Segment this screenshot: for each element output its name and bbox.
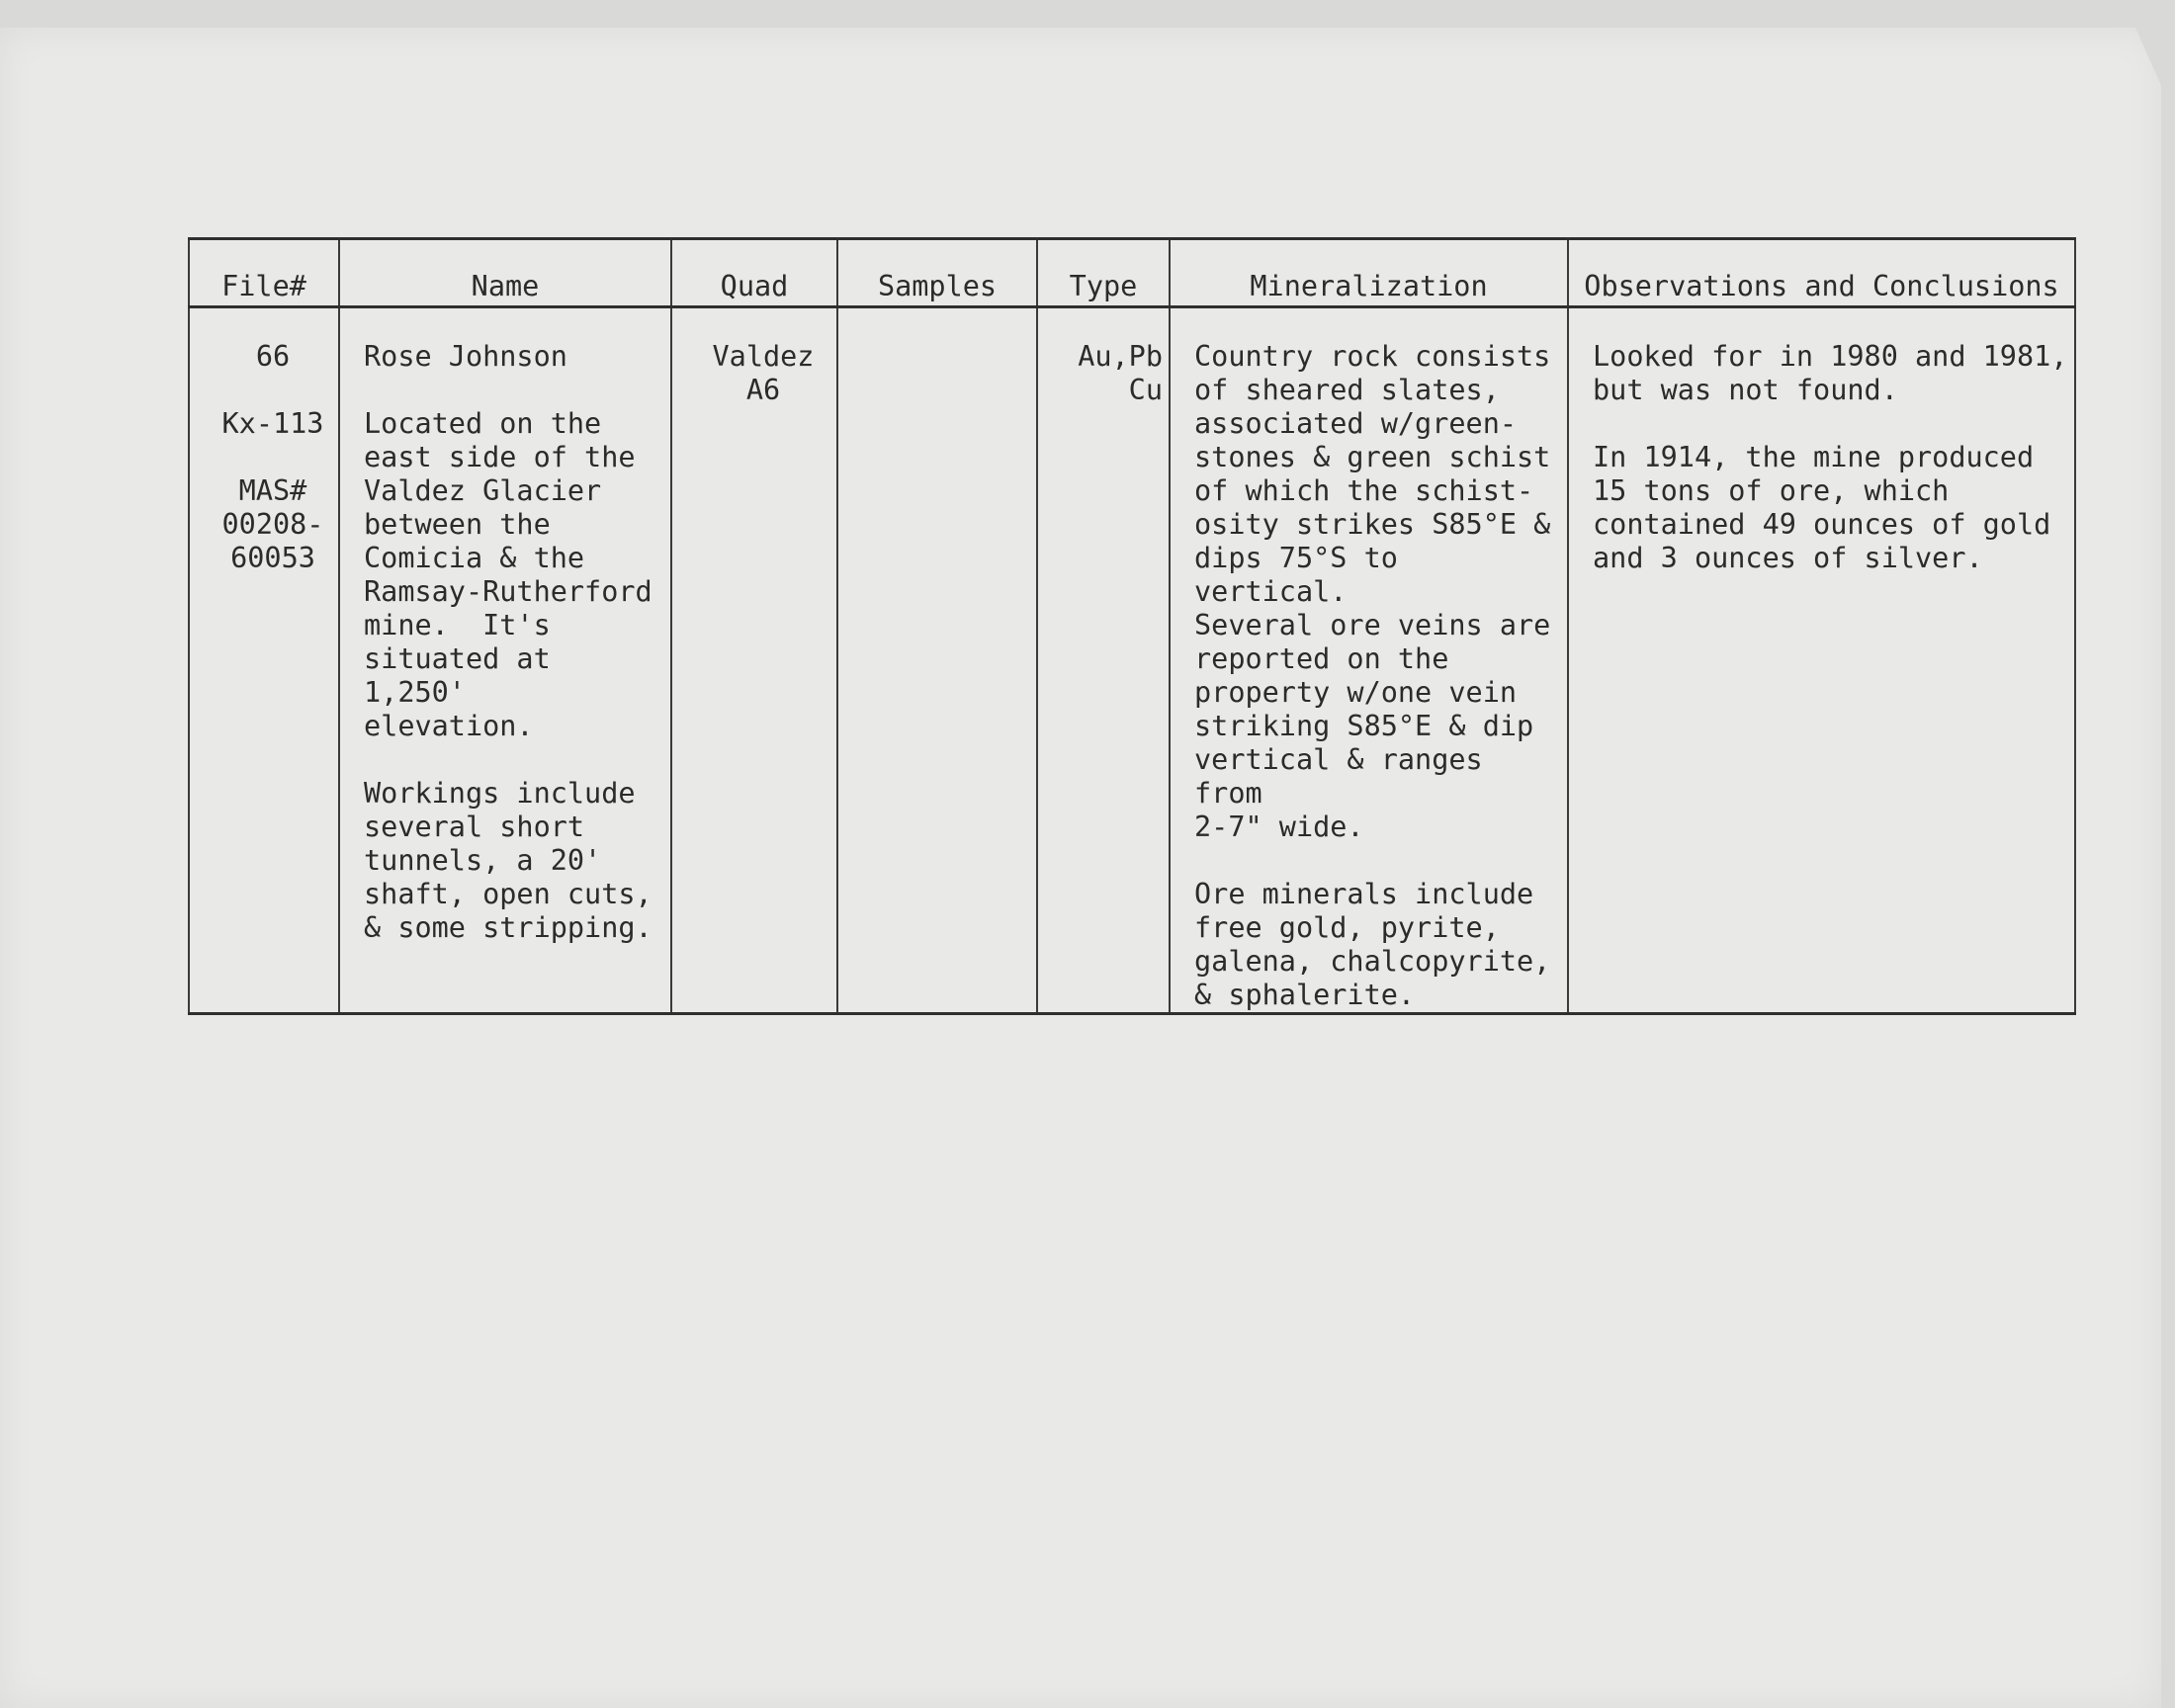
header-file: File# (189, 239, 339, 307)
table-header-row (189, 239, 2075, 307)
header-samples: Samples (837, 239, 1037, 307)
cell-samples (837, 307, 1037, 1014)
cell-quad: Valdez A6 (671, 307, 837, 1014)
cell-name: Rose Johnson Located on the east side of the Valdez Glacier between the Comicia & the Ramsay-Rutherford mine. It's situated at 1,250' elevation. Workings include several short tunnels, a 20' shaft, open cuts, & some stripping. (339, 307, 671, 1014)
mine-survey-table (188, 237, 2076, 1015)
folded-page-corner (2135, 28, 2175, 117)
cell-mineralization: Country rock consists of sheared slates, associated w/green- stones & green schist of which the schist- osity strikes S85°E & dips 75°S to vertical. Several ore veins are reported on the property w/one vein striking S85°E & dip vertical & ranges from 2-7" wide. Ore minerals include free gold, pyrite, galena, chalcopyrite, & sphalerite. (1170, 307, 1568, 1014)
header-observations: Observations and Conclusions (1568, 239, 2075, 307)
header-quad: Quad (671, 239, 837, 307)
cell-file: 66 Kx-113 MAS# 00208- 60053 (189, 307, 339, 1014)
header-mineralization: Mineralization (1170, 239, 1568, 307)
header-name: Name (339, 239, 671, 307)
cell-observations: Looked for in 1980 and 1981, but was not found. In 1914, the mine produced 15 tons of ore, which contained 49 ounces of gold and 3 ounces of silver. (1568, 307, 2075, 1014)
header-type: Type (1037, 239, 1170, 307)
cell-type: Au,Pb Cu (1037, 307, 1170, 1014)
table-row (189, 307, 2075, 1014)
